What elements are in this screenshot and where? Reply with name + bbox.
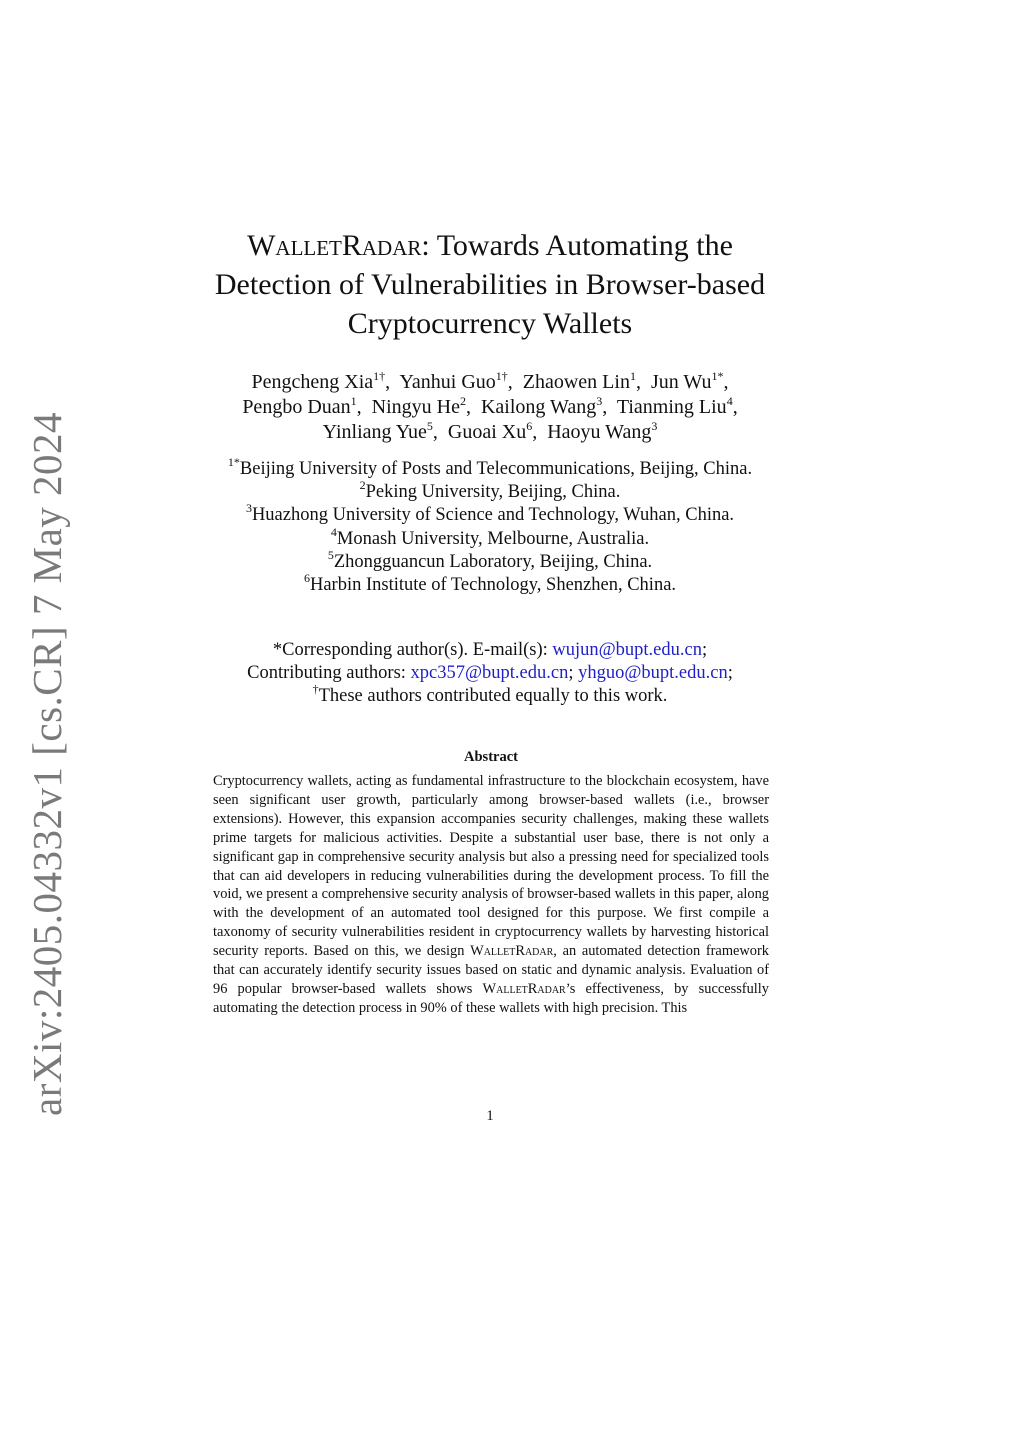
author: Zhaowen Lin$^1$ — [522, 369, 636, 393]
abstract-text: Cryptocurrency wallets, acting as fundamental infrastructure to the blockchain ecosystem, have seen significant user growth, particularly among browser-based wallets (i.e., browser extensions). However, this expansion accompanies security challenges, making these wallets prime targets for malicious activities. Despite a substantial user base, there is not only a significant gap in comprehensive security analysis but also a pressing need for specialized tools that can aid developers in reducing vulnerabilities during the development process. To fill the void, we present a comprehensive security analysis of browser-based wallets in this paper, along with the development of an automated tool designed for this purpose. We first compile a taxonomy of security vulnerabilities resident in cryptocurrency wallets by harvesting historical security reports. Based on this, we design WalletRadar, an automated detection framework that can accurately identify security issues based on static and dynamic analysis. Evaluation of 96 popular browser-based wallets shows WalletRadar’s effectiveness, by successfully automating the detection process in 90% of these wallets with high precision. This — [213, 773, 769, 1016]
equal-contribution-note: †These authors contributed equally to this work. — [312, 682, 668, 707]
contributing-line: Contributing authors: xpc357@bupt.edu.cn; yhguo@bupt.edu.cn; — [247, 663, 733, 684]
arxiv-stamp: arXiv:2405.04332v1 [cs.CR] 7 May 2024 — [24, 411, 70, 1116]
author: Pengbo Duan$^1$ — [242, 394, 357, 418]
author: Jun $Wu^{1*}$ — [650, 369, 724, 393]
author: Pengcheng Xia$^{1\dagger}$ — [251, 369, 386, 393]
affiliation: $^3$Huazhong University of Science and Technology, Wuhan, China. — [245, 501, 735, 526]
author-list: Pengcheng Xia$^{1\dagger}$, Yanhui Guo$^{1\dagger}$, Zhaowen Lin$^1$, Jun $Wu^{1*}$, Pengbo Duan$^1$, Ningyu He$^2$, Kailong Wang$^3$, Tianming Liu$^4$, Yinliang Yue$^5$, Guoai Xu$^6$, Haoyu Wang$^3$ — [242, 369, 738, 443]
author: Ningyu He$^2$ — [371, 394, 466, 418]
author: Yanhui Guo$^{1\dagger}$ — [399, 369, 508, 393]
corresponding-line: *Corresponding author(s). E-mail(s): wujun@bupt.edu.cn; — [272, 640, 708, 660]
affiliation: $^{1*}$Beijing University of Posts and Telecommunications, Beijing, China. — [227, 455, 753, 479]
abstract-heading: Abstract — [464, 749, 518, 765]
author: Haoyu Wang$^3$ — [547, 419, 658, 443]
affiliation: $^2$Peking University, Beijing, China. — [359, 478, 621, 503]
page-number: 1 — [486, 1108, 494, 1124]
tool-name: WalletRadar — [247, 229, 422, 262]
affiliation-list — [160, 455, 820, 597]
email-link[interactable]: xpc357@bupt.edu.cn — [410, 663, 569, 684]
author: Yinliang Yue$^5$ — [322, 419, 433, 443]
email-link[interactable]: yhguo@bupt.edu.cn — [578, 663, 728, 684]
affiliation: $^6$Harbin Institute of Technology, Shenzhen, China. — [303, 571, 677, 596]
tool-name: WalletRadar — [470, 943, 554, 960]
affiliation: $^4$Monash University, Melbourne, Australia. — [330, 524, 650, 549]
author: Kailong Wang$^3$ — [480, 394, 603, 418]
contact-block — [160, 639, 820, 709]
affiliation: $^5$Zhongguancun Laboratory, Beijing, China. — [327, 547, 653, 572]
paper-title: WalletRadar: Towards Automating the Detection of Vulnerabilities in Browser-based Cryptocurrency Wallets — [214, 229, 766, 340]
author: Tianming Liu$^4$ — [616, 394, 733, 418]
author: Guoai Xu$^6$ — [447, 419, 533, 443]
email-link[interactable]: wujun@bupt.edu.cn — [552, 640, 702, 660]
tool-name: WalletRadar — [482, 980, 566, 997]
